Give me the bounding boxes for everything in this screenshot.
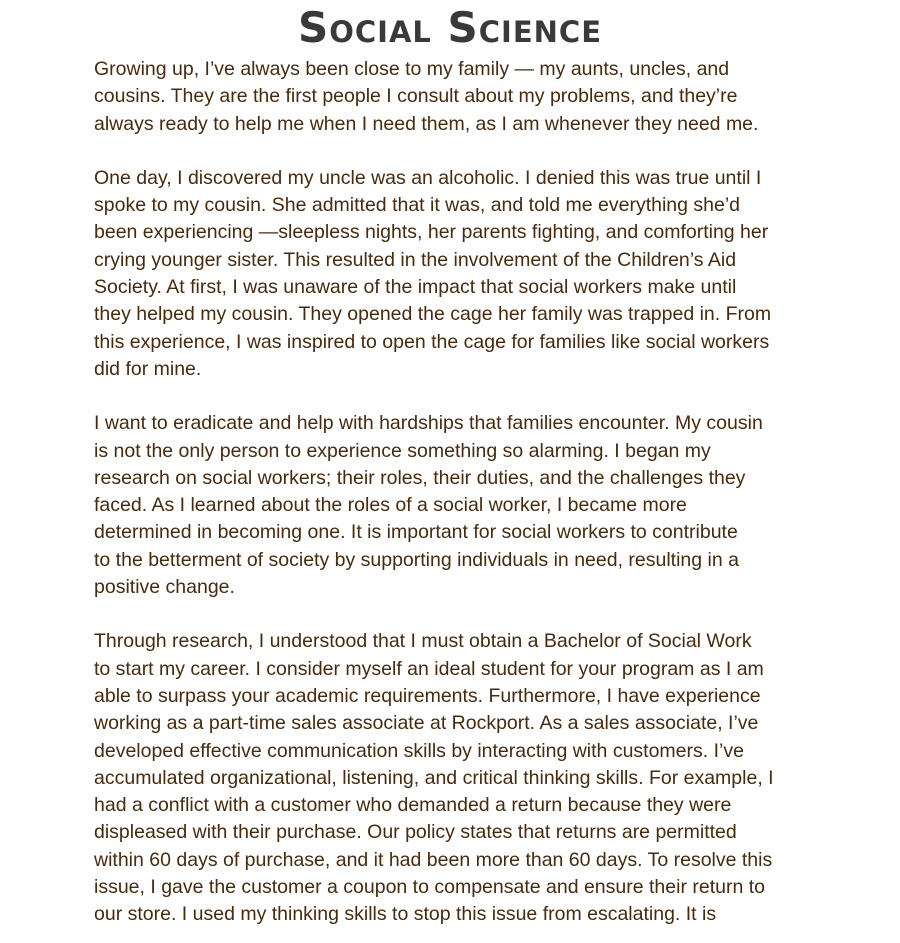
text-line: had a conflict with a customer who demanded a return because they were: [94, 794, 732, 817]
text-line: faced. As I learned about the roles of a social worker, I became more: [94, 494, 687, 517]
page-title: Social Science: [297, 3, 602, 52]
text-line: within 60 days of purchase, and it had been more than 60 days. To resolve this: [94, 848, 773, 871]
text-line: Growing up, I’ve always been close to my family — my aunts, uncles, and: [94, 58, 730, 80]
text-line: to start my career. I consider myself an ideal student for your program as I am: [94, 657, 764, 680]
text-line: research on social workers; their roles, their duties, and the challenges they: [94, 466, 746, 489]
text-line: did for mine.: [94, 357, 202, 380]
text-line: One day, I discovered my uncle was an alcoholic. I denied this was true until I: [94, 166, 762, 189]
text-line: always ready to help me when I need them, as I am whenever they need me.: [94, 112, 759, 135]
text-line: I want to eradicate and help with hardships that families encounter. My cousin: [94, 412, 763, 435]
text-line: Through research, I understood that I must obtain a Bachelor of Social Work: [94, 630, 752, 653]
text-line: our store. I used my thinking skills to stop this issue from escalating. It is: [94, 903, 717, 926]
text-line: this experience, I was inspired to open the cage for families like social workers: [94, 330, 770, 353]
text-line: able to surpass your academic requirements. Furthermore, I have experience: [94, 684, 761, 707]
text-line: is not the only person to experience something so alarming. I began my: [94, 439, 711, 462]
text-line: spoke to my cousin. She admitted that it was, and told me everything she’d: [94, 194, 741, 217]
paragraph-4: [94, 628, 824, 928]
text-line: Society. At first, I was unaware of the impact that social workers make until: [94, 276, 737, 299]
text-line: determined in becoming one. It is important for social workers to contribute: [94, 521, 738, 544]
text-line: working as a part-time sales associate at Rockport. As a sales associate, I’ve: [94, 712, 759, 735]
text-line: issue, I gave the customer a coupon to compensate and ensure their return to: [94, 876, 765, 899]
paragraph-1: [94, 56, 824, 138]
text-line: cousins. They are the first people I consult about my problems, and they’re: [94, 85, 738, 108]
essay-body: [94, 56, 824, 943]
text-line: developed effective communication skills by interacting with customers. I’ve: [94, 739, 744, 762]
text-line: to the betterment of society by supporting individuals in need, resulting in a: [94, 548, 739, 571]
text-line: positive change.: [94, 576, 235, 599]
text-line: they helped my cousin. They opened the cage her family was trapped in. From: [94, 303, 772, 326]
text-line: crying younger sister. This resulted in the involvement of the Children’s Aid: [94, 248, 737, 271]
text-line: accumulated organizational, listening, and critical thinking skills. For example, I: [94, 766, 774, 789]
text-line: displeased with their purchase. Our policy states that returns are permitted: [94, 821, 737, 844]
text-line: been experiencing —sleepless nights, her parents fighting, and comforting her: [94, 221, 769, 244]
paragraph-3: [94, 410, 824, 601]
paragraph-2: [94, 165, 824, 383]
